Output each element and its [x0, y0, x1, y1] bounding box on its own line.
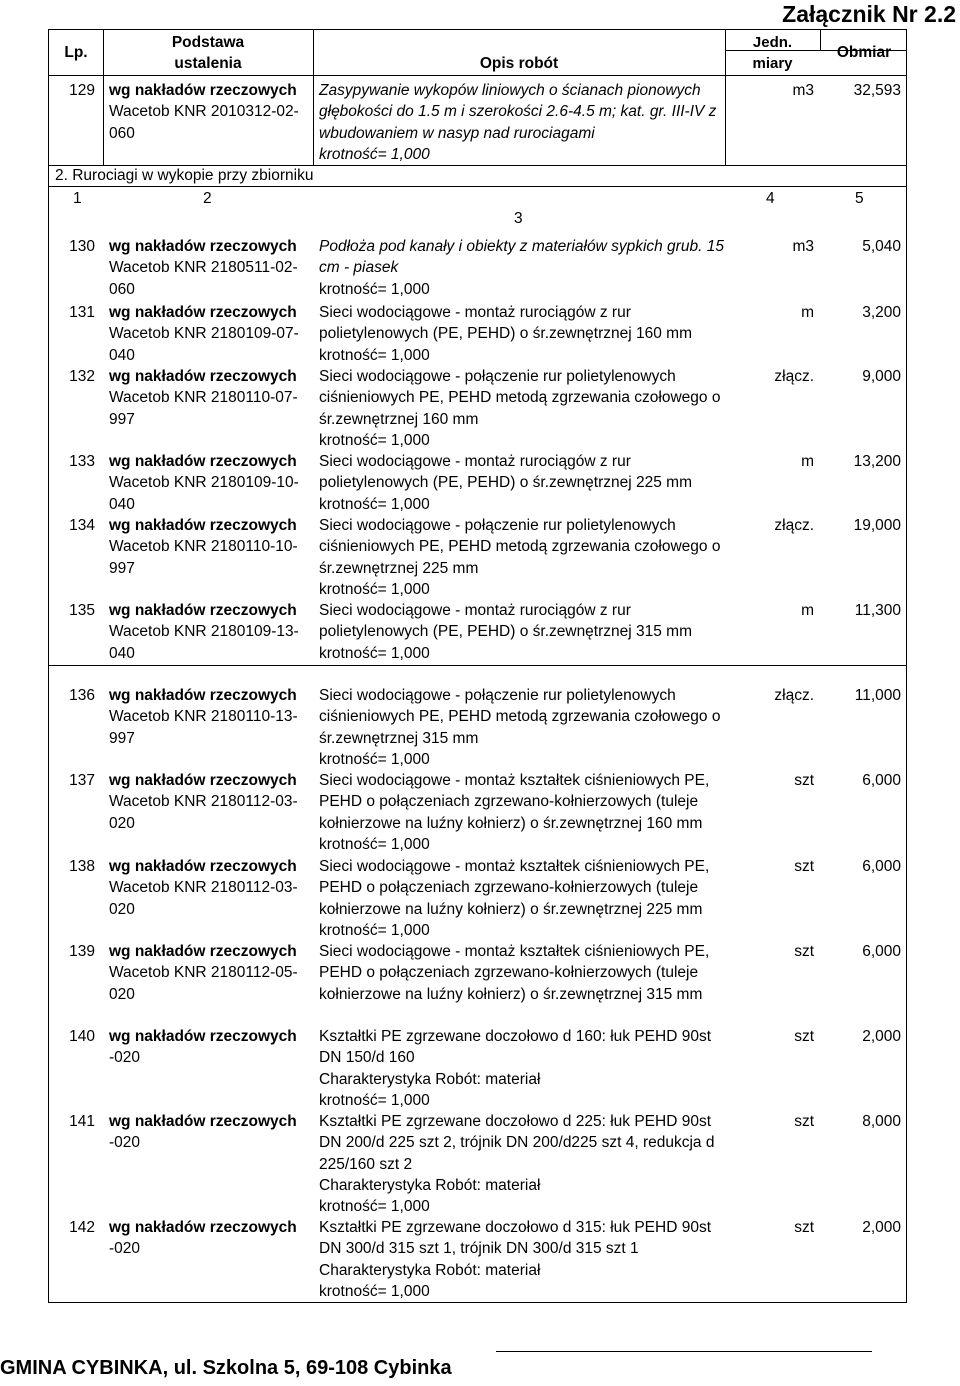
- row-unit: m: [801, 304, 814, 321]
- basis-line: Wacetob KNR 2180112-03-: [109, 793, 298, 811]
- row-basis: [109, 1111, 309, 1154]
- desc-line: kołnierzowe na luźny kołnierz) o śr.zewnętrznej 160 mm: [319, 814, 703, 832]
- row-unit: m: [801, 453, 814, 470]
- desc-line: Kształtki PE zgrzewane doczołowo d 315: łuk PEHD 90st: [319, 1219, 711, 1236]
- row-basis: [109, 685, 309, 749]
- basis-line: 997: [109, 559, 135, 577]
- desc-line: głębokości do 1.5 m i szerokości 2.6-4.5 m; kat. gr. III-IV z: [319, 103, 717, 121]
- basis-line: wg nakładów rzeczowych: [109, 368, 297, 385]
- basis-line: wg nakładów rzeczowych: [109, 82, 297, 99]
- basis-line: -020: [109, 1049, 141, 1067]
- row-basis: [109, 80, 309, 144]
- row-description: [319, 80, 729, 165]
- row-description: [319, 770, 729, 855]
- desc-line: krotność= 1,000: [319, 1282, 430, 1300]
- desc-line: krotność= 1,000: [319, 750, 430, 768]
- desc-line: kołnierzowe na luźny kołnierz) o śr.zewnętrznej 225 mm: [319, 900, 703, 918]
- basis-line: Wacetob KNR 2180112-05-: [109, 964, 298, 982]
- footer-address: GMINA CYBINKA, ul. Szkolna 5, 69-108 Cybinka: [0, 1357, 452, 1379]
- row-basis: [109, 451, 309, 515]
- cost-estimate-table: [48, 29, 907, 1303]
- row-lp: 133: [69, 453, 95, 470]
- desc-line: Charakterystyka Robót: materiał: [319, 1176, 541, 1194]
- basis-line: 060: [109, 280, 135, 298]
- row-basis: [109, 515, 309, 579]
- header-basis-2: ustalenia: [174, 55, 242, 72]
- basis-line: 997: [109, 410, 135, 428]
- basis-line: Wacetob KNR 2180112-03-: [109, 879, 298, 897]
- desc-line: Sieci wodociągowe - montaż rurociągów z rur: [319, 453, 631, 470]
- row-lp: 129: [69, 82, 95, 99]
- row-quantity: 2,000: [862, 1219, 901, 1236]
- attachment-label: Załącznik Nr 2.2: [782, 1, 956, 27]
- basis-line: Wacetob KNR 2010312-02-: [109, 103, 299, 121]
- row-basis: [109, 1217, 309, 1260]
- row-quantity: 32,593: [853, 82, 901, 99]
- row-lp: 138: [69, 858, 95, 875]
- row-basis: [109, 366, 309, 430]
- desc-line: ciśnieniowych PE, PEHD metodą zgrzewania czołowego o: [319, 708, 721, 726]
- row-unit: m3: [792, 82, 814, 99]
- row-quantity: 11,300: [854, 602, 901, 619]
- desc-line: polietylenowych (PE, PEHD) o śr.zewnętrznej 225 mm: [319, 474, 693, 492]
- row-description: [319, 515, 729, 600]
- row-basis: [109, 941, 309, 1005]
- footer-rule: [496, 1351, 872, 1352]
- row-description: [319, 236, 729, 300]
- desc-line: wbudowaniem w nasyp nad rurociagami: [319, 124, 595, 142]
- basis-line: wg nakładów rzeczowych: [109, 517, 297, 534]
- row-divider: [49, 665, 906, 666]
- row-lp: 139: [69, 943, 95, 960]
- desc-line: Sieci wodociągowe - montaż kształtek ciśnieniowych PE,: [319, 858, 710, 875]
- desc-line: śr.zewnętrznej 160 mm: [319, 410, 479, 428]
- basis-line: wg nakładów rzeczowych: [109, 304, 297, 321]
- desc-line: Sieci wodociągowe - montaż rurociągów z rur: [319, 602, 631, 619]
- row-basis: [109, 302, 309, 366]
- row-lp: 132: [69, 368, 95, 385]
- row-quantity: 6,000: [862, 772, 901, 789]
- basis-line: Wacetob KNR 2180110-10-: [109, 538, 298, 556]
- desc-line: krotność= 1,000: [319, 280, 430, 298]
- row-quantity: 19,000: [853, 517, 901, 534]
- col-divider: [313, 30, 314, 165]
- row-quantity: 2,000: [862, 1028, 901, 1045]
- row-lp: 140: [69, 1028, 95, 1045]
- row-lp: 135: [69, 602, 95, 619]
- desc-line: Sieci wodociągowe - montaż kształtek ciśnieniowych PE,: [319, 772, 710, 789]
- desc-line: kołnierzowe na luźny kołnierz) o śr.zewnętrznej 315 mm: [319, 985, 703, 1003]
- row-description: [319, 302, 729, 366]
- row-description: [319, 685, 729, 770]
- desc-line: śr.zewnętrznej 225 mm: [319, 559, 479, 577]
- basis-line: Wacetob KNR 2180110-13-: [109, 708, 298, 726]
- row-description: [319, 366, 729, 451]
- basis-line: 060: [109, 124, 135, 142]
- basis-line: Wacetob KNR 2180511-02-: [109, 259, 298, 277]
- header-basis-1: Podstawa: [171, 34, 245, 51]
- row-basis: [109, 600, 309, 664]
- basis-line: Wacetob KNR 2180109-10-: [109, 474, 299, 492]
- desc-line: cm - piasek: [319, 259, 399, 277]
- row-quantity: 3,200: [862, 304, 901, 321]
- row-unit: złącz.: [774, 517, 814, 534]
- row-quantity: 6,000: [862, 943, 901, 960]
- desc-line: krotność= 1,000: [319, 835, 430, 853]
- desc-line: Sieci wodociągowe - połączenie rur polietylenowych: [319, 687, 676, 704]
- row-lp: 134: [69, 517, 95, 534]
- desc-line: śr.zewnętrznej 315 mm: [319, 729, 479, 747]
- desc-line: krotność= 1,000: [319, 580, 430, 598]
- basis-line: wg nakładów rzeczowych: [109, 943, 297, 960]
- desc-line: PEHD o połączeniach zgrzewano-kołnierzowych (tuleje: [319, 964, 699, 982]
- basis-line: 040: [109, 495, 135, 513]
- row-divider: [49, 186, 906, 187]
- basis-line: wg nakładów rzeczowych: [109, 453, 297, 470]
- basis-line: 997: [109, 729, 135, 747]
- basis-line: wg nakładów rzeczowych: [109, 238, 297, 255]
- colnum-1: 1: [73, 190, 82, 207]
- basis-line: wg nakładów rzeczowych: [109, 602, 297, 619]
- row-basis: [109, 856, 309, 920]
- row-divider: [49, 75, 906, 76]
- row-unit: szt: [794, 1028, 814, 1045]
- row-quantity: 13,200: [853, 453, 901, 470]
- desc-line: DN 150/d 160: [319, 1049, 415, 1067]
- basis-line: wg nakładów rzeczowych: [109, 772, 297, 789]
- desc-line: PEHD o połączeniach zgrzewano-kołnierzowych (tuleje: [319, 879, 699, 897]
- row-unit: złącz.: [774, 368, 814, 385]
- desc-line: Sieci wodociągowe - połączenie rur polietylenowych: [319, 517, 676, 534]
- row-description: [319, 1026, 729, 1111]
- row-basis: [109, 236, 309, 300]
- basis-line: 040: [109, 346, 135, 364]
- basis-line: Wacetob KNR 2180110-07-: [109, 389, 298, 407]
- colnum-5: 5: [855, 190, 864, 207]
- row-quantity: 5,040: [862, 238, 901, 255]
- desc-line: krotność= 1,000: [319, 644, 430, 662]
- row-quantity: 6,000: [862, 858, 901, 875]
- desc-line: krotność= 1,000: [319, 1091, 430, 1109]
- row-description: [319, 451, 729, 515]
- row-unit: szt: [794, 858, 814, 875]
- basis-line: -020: [109, 1240, 141, 1258]
- row-lp: 141: [69, 1113, 95, 1130]
- desc-line: polietylenowych (PE, PEHD) o śr.zewnętrznej 160 mm: [319, 325, 693, 343]
- basis-line: wg nakładów rzeczowych: [109, 1028, 297, 1045]
- row-quantity: 9,000: [862, 368, 901, 385]
- row-description: [319, 941, 729, 1005]
- row-basis: [109, 1026, 309, 1069]
- desc-line: Charakterystyka Robót: materiał: [319, 1070, 541, 1088]
- row-unit: szt: [794, 1113, 814, 1130]
- row-description: [319, 856, 729, 941]
- row-description: [319, 1217, 729, 1302]
- desc-line: polietylenowych (PE, PEHD) o śr.zewnętrznej 315 mm: [319, 623, 693, 641]
- desc-line: PEHD o połączeniach zgrzewano-kołnierzowych (tuleje: [319, 793, 699, 811]
- row-quantity: 11,000: [854, 687, 901, 704]
- row-lp: 136: [69, 687, 95, 704]
- basis-line: 020: [109, 814, 135, 832]
- row-unit: m: [801, 602, 814, 619]
- desc-line: Kształtki PE zgrzewane doczołowo d 225: łuk PEHD 90st: [319, 1113, 711, 1130]
- basis-line: -020: [109, 1134, 141, 1152]
- row-unit: szt: [794, 772, 814, 789]
- desc-line: DN 300/d 315 szt 1, trójnik DN 300/d 315 szt 1: [319, 1240, 639, 1258]
- row-lp: 131: [69, 304, 95, 321]
- row-basis: [109, 770, 309, 834]
- colnum-4: 4: [766, 190, 775, 207]
- basis-line: 040: [109, 644, 135, 662]
- row-lp: 130: [69, 238, 95, 255]
- row-quantity: 8,000: [862, 1113, 901, 1130]
- desc-line: krotność= 1,000: [319, 495, 430, 513]
- basis-line: wg nakładów rzeczowych: [109, 687, 297, 704]
- basis-line: 020: [109, 900, 135, 918]
- row-lp: 142: [69, 1219, 95, 1236]
- header-lp: Lp.: [64, 44, 88, 61]
- row-unit: m3: [792, 238, 814, 255]
- colnum-3: 3: [514, 210, 523, 227]
- desc-line: Sieci wodociągowe - połączenie rur polietylenowych: [319, 368, 676, 385]
- desc-line: krotność= 1,000: [319, 346, 430, 364]
- desc-line: Sieci wodociągowe - montaż kształtek ciśnieniowych PE,: [319, 943, 710, 960]
- desc-line: DN 200/d 225 szt 2, trójnik DN 200/d225 szt 4, redukcja d: [319, 1134, 715, 1152]
- section-title: 2. Rurociagi w wykopie przy zbiorniku: [55, 167, 314, 184]
- desc-line: Zasypywanie wykopów liniowych o ścianach pionowych: [319, 82, 701, 99]
- desc-line: krotność= 1,000: [319, 431, 430, 449]
- row-unit: szt: [794, 943, 814, 960]
- header-quantity: Obmiar: [836, 44, 892, 61]
- row-unit: szt: [794, 1219, 814, 1236]
- desc-line: ciśnieniowych PE, PEHD metodą zgrzewania czołowego o: [319, 538, 721, 556]
- basis-line: wg nakładów rzeczowych: [109, 1219, 297, 1236]
- row-lp: 137: [69, 772, 95, 789]
- row-unit: złącz.: [774, 687, 814, 704]
- desc-line: Charakterystyka Robót: materiał: [319, 1261, 541, 1279]
- basis-line: wg nakładów rzeczowych: [109, 858, 297, 875]
- header-unit-2: miary: [752, 55, 793, 72]
- desc-line: krotność= 1,000: [319, 921, 430, 939]
- basis-line: 020: [109, 985, 135, 1003]
- basis-line: Wacetob KNR 2180109-07-: [109, 325, 299, 343]
- desc-line: Sieci wodociągowe - montaż rurociągów z rur: [319, 304, 631, 321]
- desc-line: 225/160 szt 2: [319, 1155, 413, 1173]
- desc-line: Kształtki PE zgrzewane doczołowo d 160: łuk PEHD 90st: [319, 1028, 711, 1045]
- desc-line: Podłoża pod kanały i obiekty z materiałów sypkich grub. 15: [319, 238, 724, 255]
- basis-line: Wacetob KNR 2180109-13-: [109, 623, 299, 641]
- header-unit-1: Jedn.: [752, 34, 793, 51]
- row-description: [319, 600, 729, 664]
- basis-line: wg nakładów rzeczowych: [109, 1113, 297, 1130]
- header-description: Opis robót: [479, 55, 559, 72]
- desc-line: krotność= 1,000: [319, 1198, 430, 1216]
- desc-line: ciśnieniowych PE, PEHD metodą zgrzewania czołowego o: [319, 389, 721, 407]
- colnum-2: 2: [203, 190, 212, 207]
- row-description: [319, 1111, 729, 1217]
- desc-line: krotność= 1,000: [319, 145, 430, 163]
